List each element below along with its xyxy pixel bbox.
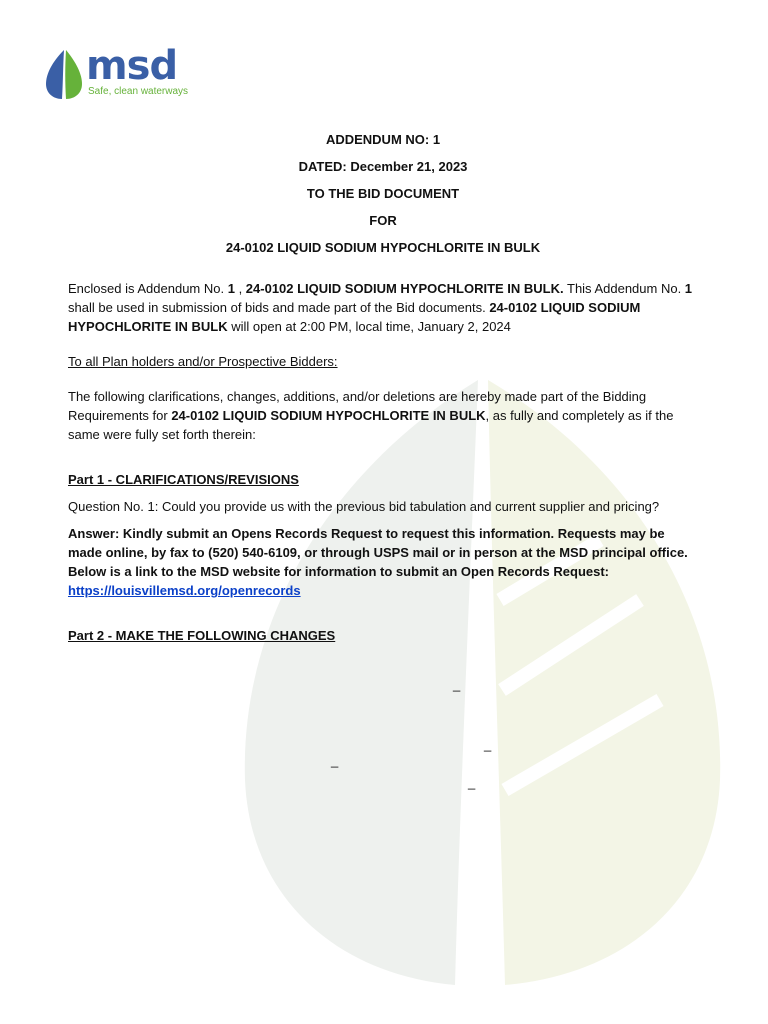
for-heading: FOR: [369, 213, 397, 228]
leaf-logo-icon: [44, 48, 84, 100]
dash-mark: _: [331, 753, 339, 768]
clarifications-paragraph: The following clarifications, changes, additions, and/or deletions are hereby made part of the Bidding Requirements for 24-0102 LIQUID SODIUM HYPOCHLORITE IN BULK, as fully and completely as if the same were fully set forth therein:: [68, 389, 674, 442]
question-1: Question No. 1: Could you provide us with the previous bid tabulation and current supplier and pricing?: [68, 499, 660, 514]
dash-mark: _: [468, 775, 476, 790]
addendum-date: DATED: December 21, 2023: [298, 159, 468, 174]
part1-heading: Part 1 - CLARIFICATIONS/REVISIONS: [68, 472, 299, 487]
open-records-link[interactable]: https://louisvillemsd.org/openrecords: [68, 583, 301, 598]
addendum-number: ADDENDUM NO: 1: [325, 132, 441, 147]
bid-document-heading: TO THE BID DOCUMENT: [306, 186, 460, 201]
logo-wordmark: msd: [86, 43, 178, 89]
dash-mark: _: [484, 737, 492, 752]
project-title: 24-0102 LIQUID SODIUM HYPOCHLORITE IN BULK: [225, 240, 541, 255]
salutation: To all Plan holders and/or Prospective Bidders:: [68, 354, 338, 369]
answer-1: Answer: Kindly submit an Opens Records Request to request this information. Requests may be made online, by fax to (520) 540-6109, or through USPS mail or in person at the MSD principal office. Below is a link to the MSD website for information to submit an Open Records Request: https://louisvillemsd.org/openrecords: [68, 526, 688, 598]
msd-logo: [44, 43, 194, 102]
dash-mark: _: [453, 677, 461, 692]
intro-paragraph: Enclosed is Addendum No. 1 , 24-0102 LIQUID SODIUM HYPOCHLORITE IN BULK. This Addendum No. 1 shall be used in submission of bids and made part of the Bid documents. 24-0102 LIQUID SODIUM HYPOCHLORITE IN BULK will open at 2:00 PM, local time, January 2, 2024: [68, 281, 693, 334]
part2-heading: Part 2 - MAKE THE FOLLOWING CHANGES: [68, 628, 336, 643]
logo-tagline: Safe, clean waterways: [88, 86, 189, 97]
addendum-body: [68, 130, 698, 645]
